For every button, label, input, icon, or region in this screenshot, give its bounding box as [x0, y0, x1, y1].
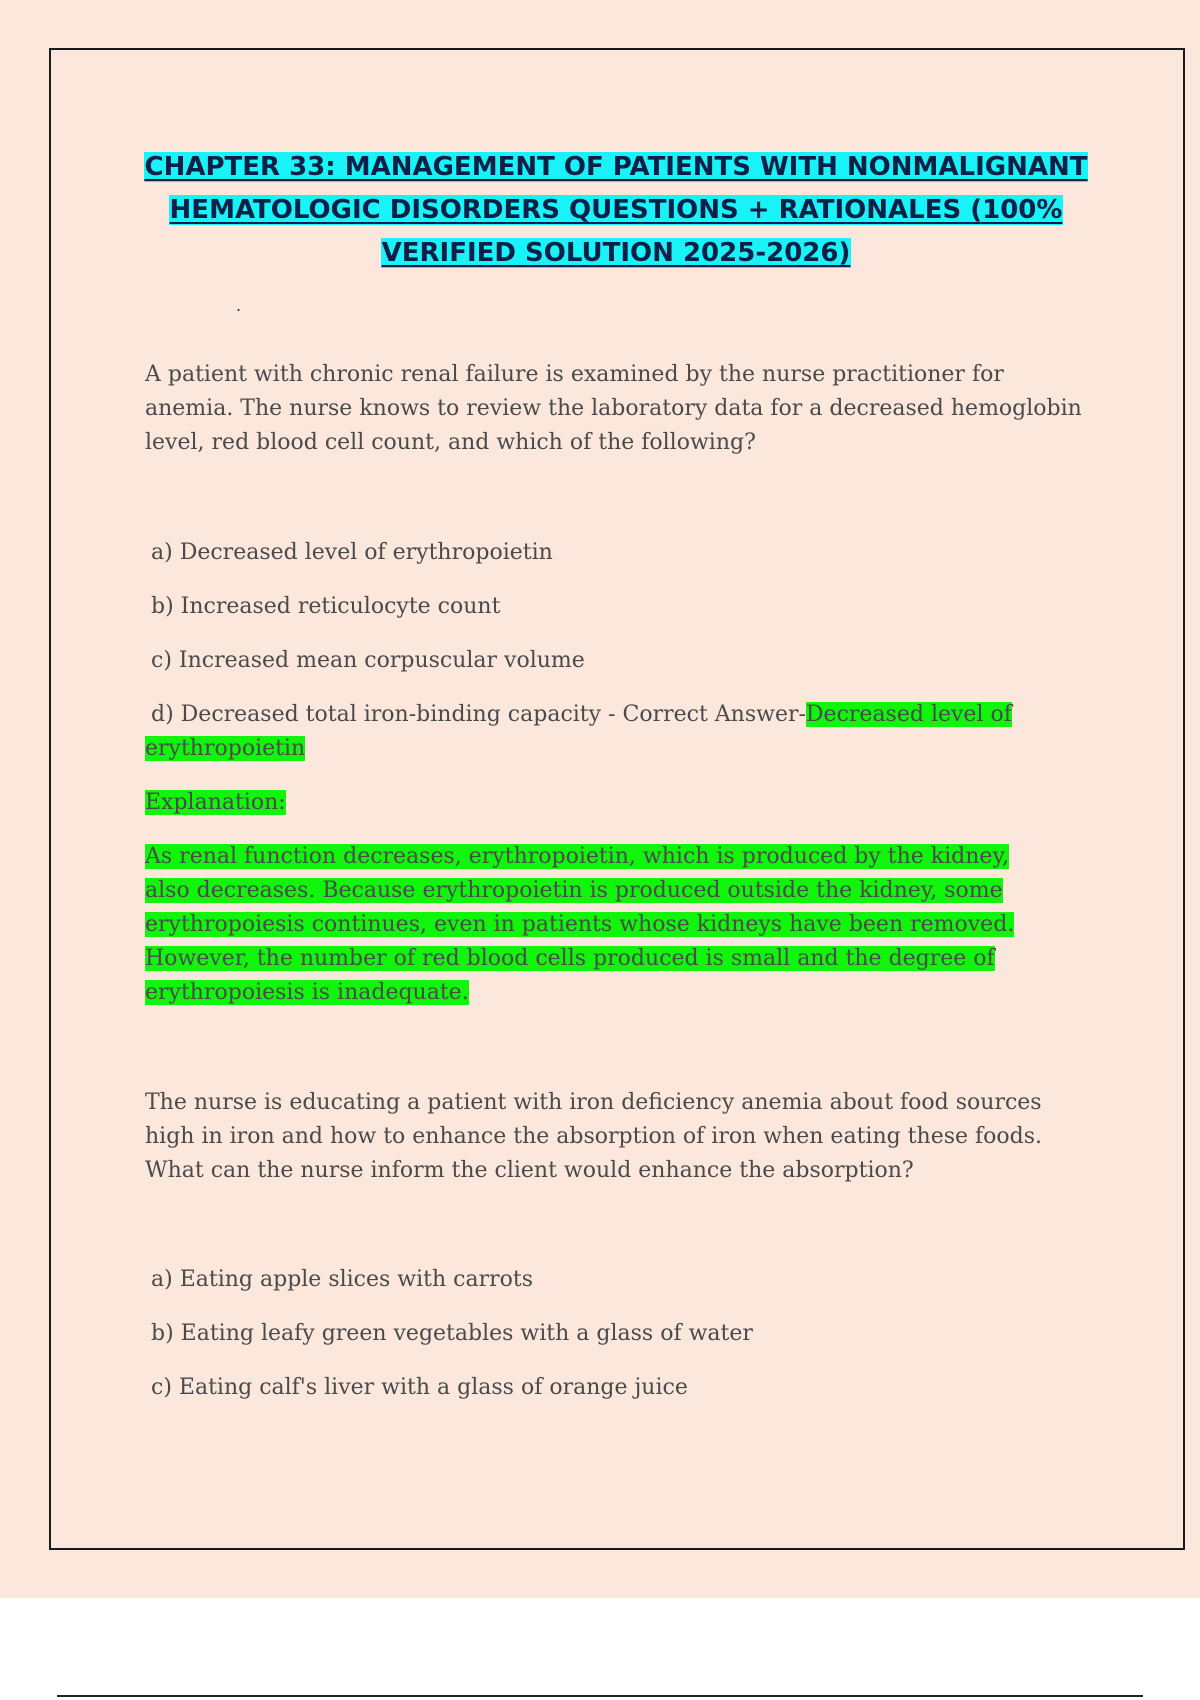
question-2-stem: The nurse is educating a patient with iron deficiency anemia about food sources high in iron and how to enhance the absorption of iron when eating these foods. What can the nurse inform the client would enhance the absorption? — [145, 1090, 1043, 1183]
question-1-explanation: As renal function decreases, erythropoietin, which is produced by the kidney, also decreases. Because erythropoietin is produced outside the kidney, some erythropoiesis continues, even in patients whose kidneys have been removed. However, the number of red blood cells produced is small and the degree of erythropoiesis is inadequate. — [145, 844, 1015, 1005]
stray-dot: . — [236, 296, 242, 315]
footer-divider — [57, 1695, 1143, 1697]
correct-answer-highlight: Decreased level of erythropoietin — [145, 702, 1012, 761]
question-1-option-d — [145, 698, 1045, 766]
question-2-option-a: a) Eating apple slices with carrots — [151, 1267, 534, 1292]
question-2-option-b: b) Eating leafy green vegetables with a glass of water — [151, 1321, 753, 1346]
question-1-option-a: a) Decreased level of erythropoietin — [151, 540, 553, 565]
question-1-option-c: c) Increased mean corpuscular volume — [151, 648, 585, 673]
question-1-option-d-text: d) Decreased total iron-binding capacity - Correct Answer- — [151, 702, 806, 727]
explanation-label: Explanation: — [145, 790, 286, 815]
question-1-option-b: b) Increased reticulocyte count — [151, 594, 501, 619]
document-title: CHAPTER 33: MANAGEMENT OF PATIENTS WITH NONMALIGNANT HEMATOLOGIC DISORDERS QUESTIONS + RATIONALES (100% VERIFIED SOLUTION 2025-2026) — [144, 152, 1088, 268]
question-1-stem: A patient with chronic renal failure is examined by the nurse practitioner for anemia. The nurse knows to review the laboratory data for a decreased hemoglobin level, red blood cell count, and which of the following? — [145, 362, 1082, 455]
question-2-option-c: c) Eating calf's liver with a glass of orange juice — [151, 1375, 688, 1400]
